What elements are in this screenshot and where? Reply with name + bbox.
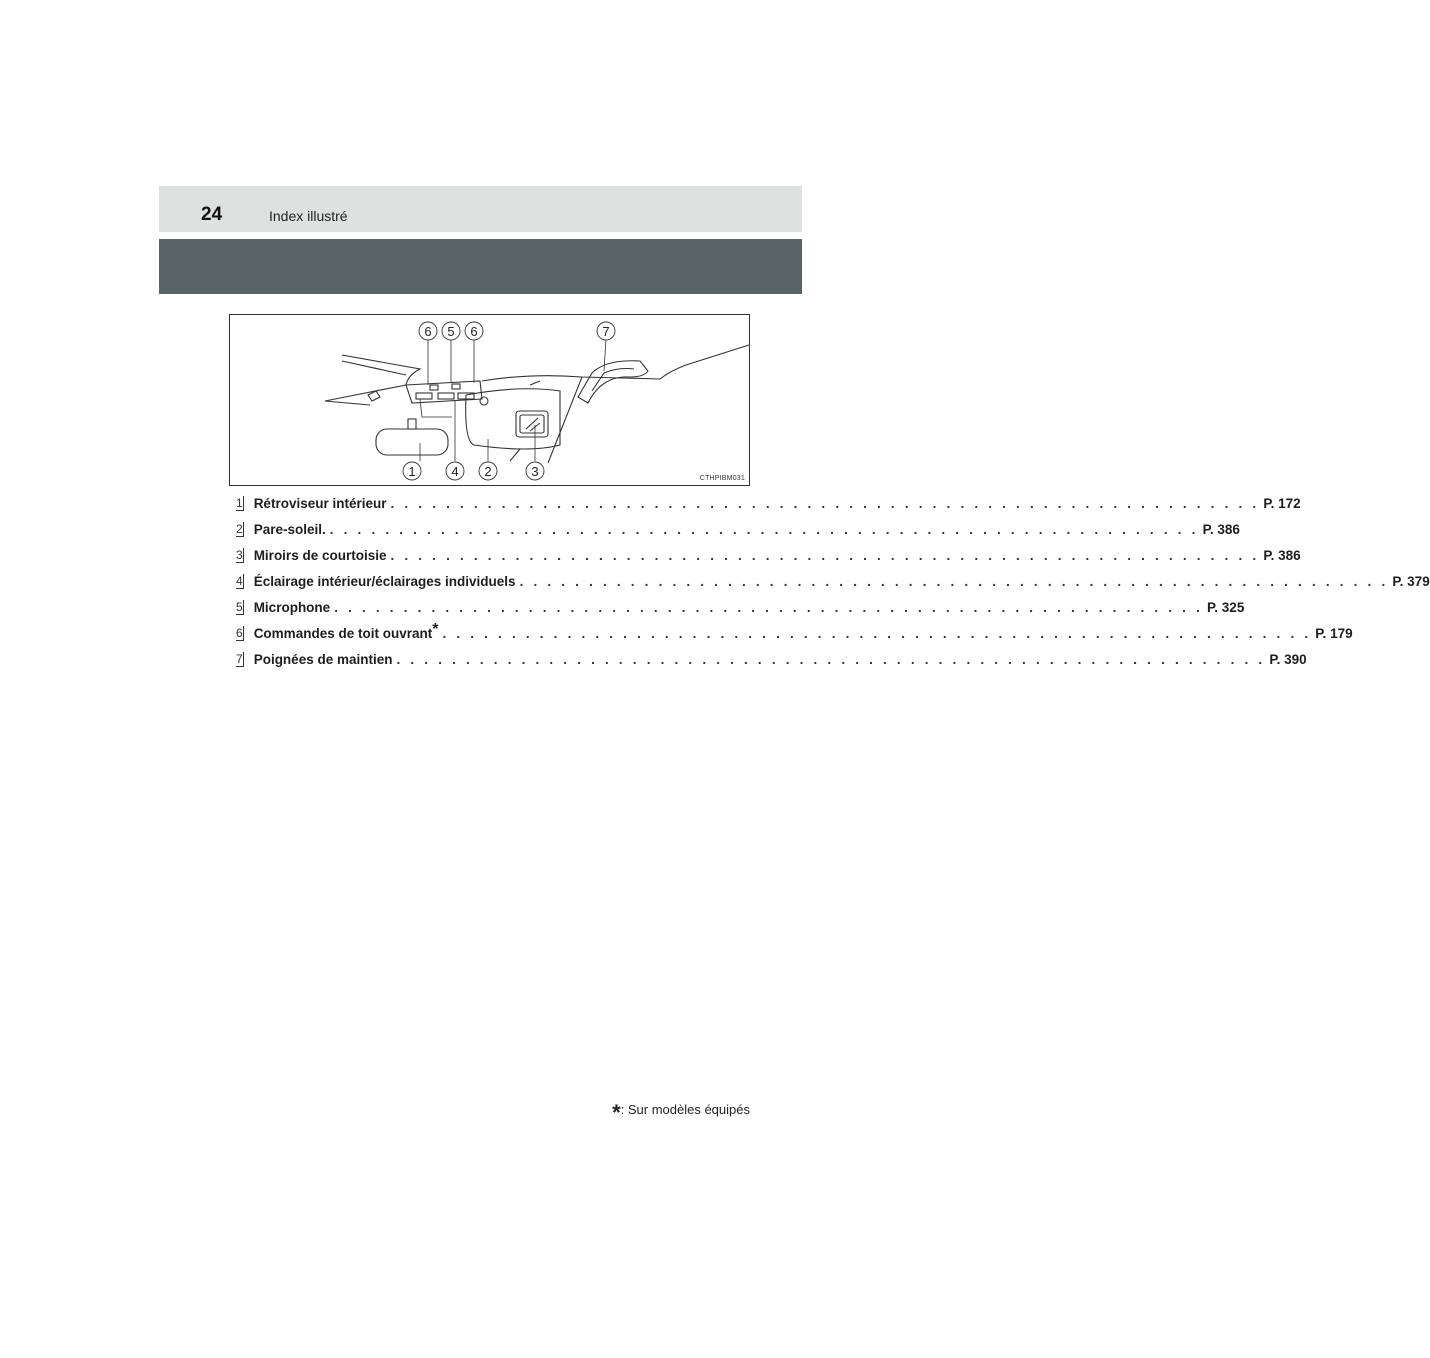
callout-5 xyxy=(442,322,460,340)
page-reference[interactable]: P. 386 xyxy=(1202,521,1240,537)
item-number: 7 xyxy=(236,651,243,666)
footnote-asterisk: * xyxy=(612,1100,621,1125)
svg-text:7: 7 xyxy=(602,324,610,339)
item-number: 3 xyxy=(236,547,243,562)
footnote xyxy=(612,1094,750,1125)
item-number: 4 xyxy=(236,573,243,588)
page-reference[interactable]: P. 386 xyxy=(1263,547,1301,563)
page-reference[interactable]: P. 325 xyxy=(1207,599,1245,615)
grab-handle xyxy=(578,361,648,403)
svg-text:6: 6 xyxy=(424,324,432,339)
item-number: 6 xyxy=(236,625,243,640)
item-label: Poignées de maintien xyxy=(253,651,393,667)
dot-leader: . . . . . . . . . . . . . . . . . . . . . . . . . . . . . . . . . . . . . . . . . . . . . . . . . . . . . . . . . . . . . . . xyxy=(390,495,1260,511)
callout-3 xyxy=(526,462,544,480)
rear-view-mirror xyxy=(376,429,448,455)
callout-1 xyxy=(403,462,421,480)
index-list xyxy=(236,490,1430,672)
index-row-2[interactable] xyxy=(236,516,1240,542)
header-bar xyxy=(159,186,802,232)
figure-code: CTHPIBM031 xyxy=(699,475,745,482)
index-row-6[interactable] xyxy=(236,620,1353,646)
page-reference[interactable]: P. 179 xyxy=(1315,625,1353,641)
item-number: 5 xyxy=(236,599,243,614)
index-row-4[interactable] xyxy=(236,568,1430,594)
svg-text:1: 1 xyxy=(408,464,416,479)
roof-line xyxy=(482,345,749,381)
headliner-edge xyxy=(325,355,420,401)
callout-4 xyxy=(446,462,464,480)
dot-leader: . . . . . . . . . . . . . . . . . . . . . . . . . . . . . . . . . . . . . . . . . . . . . . . . . . . . . . . . . . . . . . . xyxy=(396,651,1266,667)
dot-leader: . . . . . . . . . . . . . . . . . . . . . . . . . . . . . . . . . . . . . . . . . . . . . . . . . . . . . . . . . . . . . . . xyxy=(329,521,1199,537)
page-reference[interactable]: P. 379 xyxy=(1392,573,1430,589)
section-banner xyxy=(159,239,802,294)
item-label: Éclairage intérieur/éclairages individuels xyxy=(253,573,516,589)
item-label: Microphone xyxy=(253,599,331,615)
page-reference[interactable]: P. 390 xyxy=(1269,651,1307,667)
dot-leader: . . . . . . . . . . . . . . . . . . . . . . . . . . . . . . . . . . . . . . . . . . . . . . . . . . . . . . . . . . . . . . . xyxy=(390,547,1260,563)
sun-visor xyxy=(466,389,560,449)
page-reference[interactable]: P. 172 xyxy=(1263,495,1301,511)
callout-7 xyxy=(597,322,615,340)
overhead-console-outline xyxy=(406,381,482,403)
item-label: Pare-soleil. xyxy=(253,521,326,537)
section-title: Index illustré xyxy=(269,208,348,224)
callout-6-right xyxy=(465,322,483,340)
item-label: Rétroviseur intérieur xyxy=(253,495,387,511)
footnote-text: : Sur modèles équipés xyxy=(620,1102,750,1117)
index-row-7[interactable] xyxy=(236,646,1307,672)
index-row-1[interactable] xyxy=(236,490,1301,516)
svg-text:3: 3 xyxy=(531,464,539,479)
dot-leader: . . . . . . . . . . . . . . . . . . . . . . . . . . . . . . . . . . . . . . . . . . . . . . . . . . . . . . . . . . . . . . . xyxy=(519,573,1389,589)
svg-text:2: 2 xyxy=(484,464,492,479)
svg-text:4: 4 xyxy=(451,464,459,479)
index-row-5[interactable] xyxy=(236,594,1245,620)
item-number: 1 xyxy=(236,495,243,510)
page-number: 24 xyxy=(201,204,223,225)
item-number: 2 xyxy=(236,521,243,536)
callout-2 xyxy=(479,462,497,480)
index-row-3[interactable] xyxy=(236,542,1301,568)
callout-6-left xyxy=(419,322,437,340)
asterisk-mark: * xyxy=(432,621,439,638)
ceiling-diagram xyxy=(230,315,749,485)
dot-leader: . . . . . . . . . . . . . . . . . . . . . . . . . . . . . . . . . . . . . . . . . . . . . . . . . . . . . . . . . . . . . . . xyxy=(442,625,1312,641)
item-label: Miroirs de courtoisie xyxy=(253,547,387,563)
svg-text:5: 5 xyxy=(447,324,455,339)
item-label: Commandes de toit ouvrant* xyxy=(253,621,439,641)
interior-ceiling-illustration xyxy=(229,314,750,486)
svg-text:6: 6 xyxy=(470,324,478,339)
dot-leader: . . . . . . . . . . . . . . . . . . . . . . . . . . . . . . . . . . . . . . . . . . . . . . . . . . . . . . . . . . . . . . . xyxy=(334,599,1204,615)
